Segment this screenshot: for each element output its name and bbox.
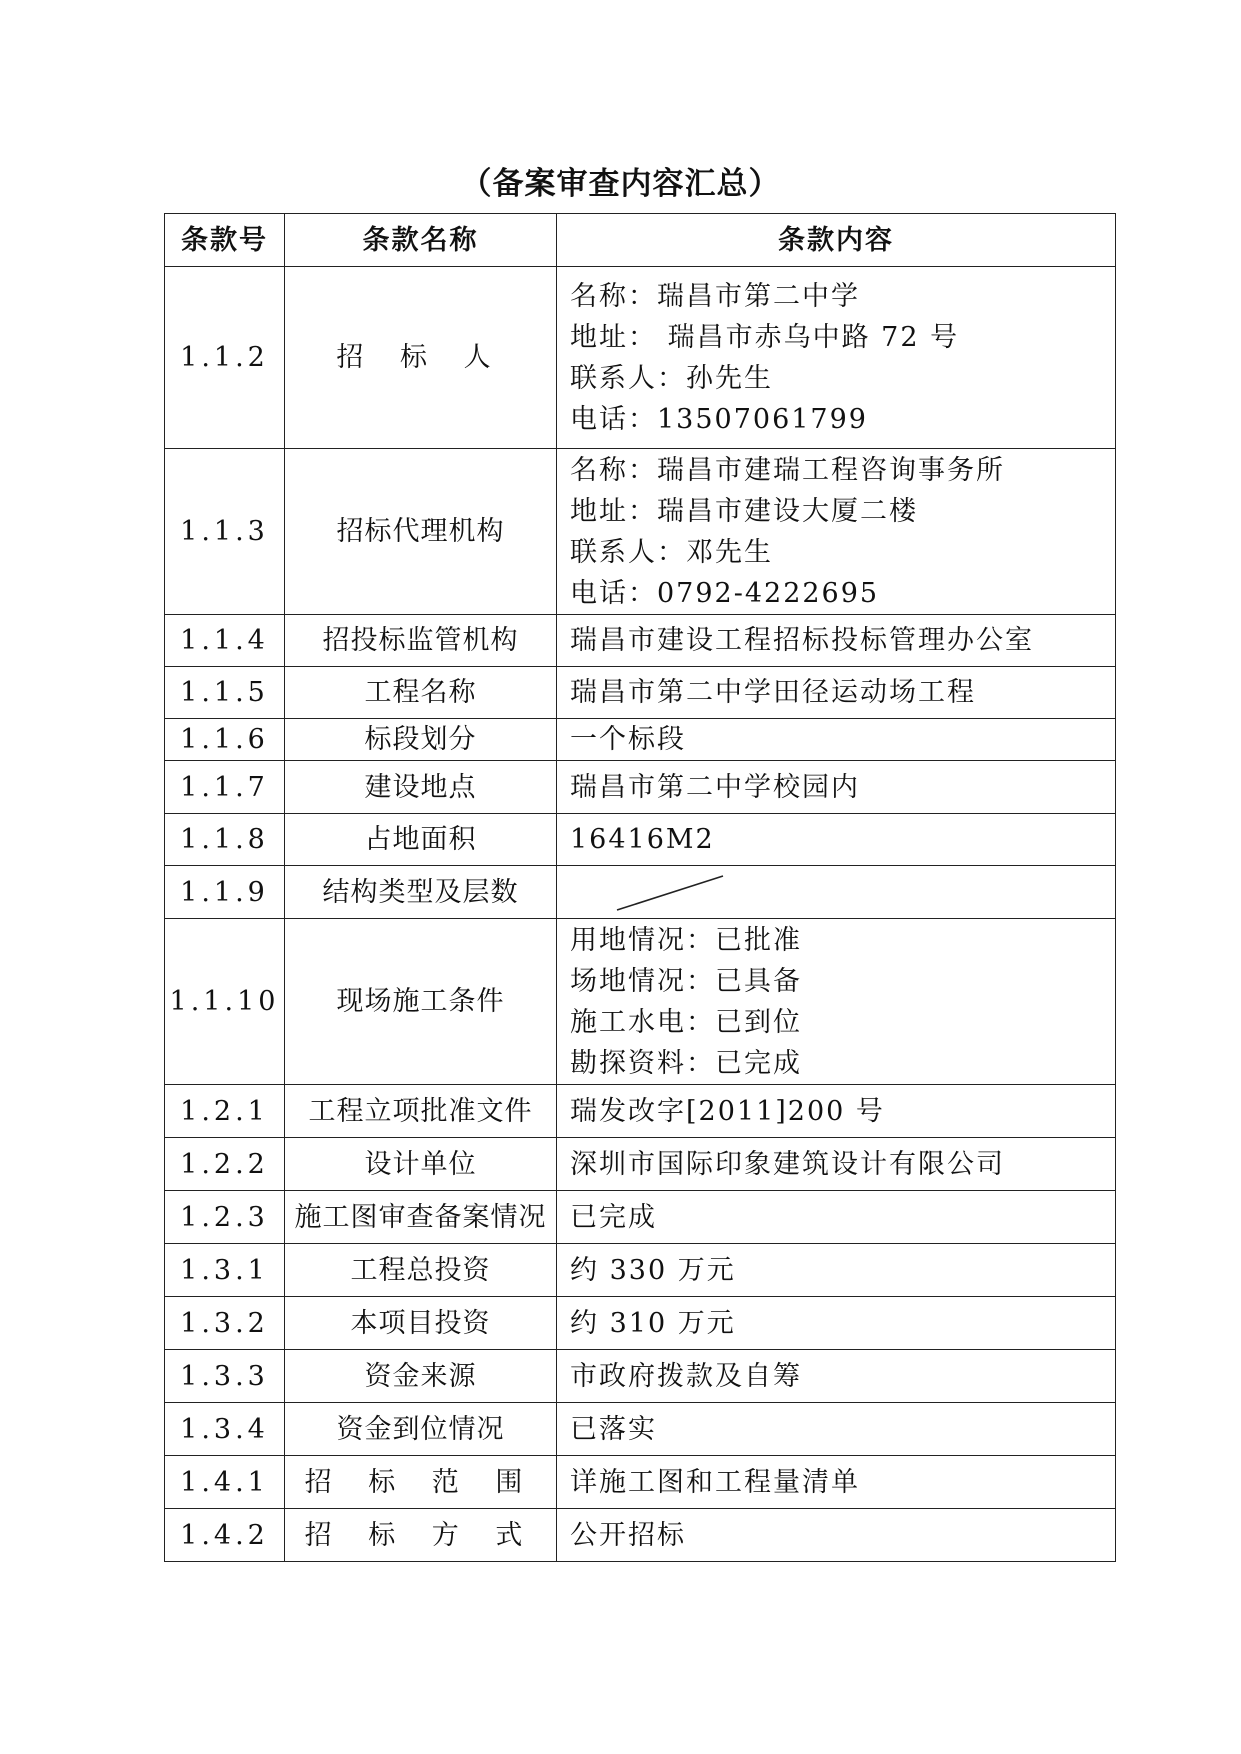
table-row [165, 449, 1116, 615]
clause-name: 工程总投资 [285, 1244, 557, 1297]
content-line: 瑞发改字[2011]200 号 [570, 1095, 885, 1127]
clause-name: 招投标监管机构 [285, 615, 557, 667]
content-line: 已完成 [570, 1201, 657, 1233]
content-line: 详施工图和工程量清单 [570, 1466, 860, 1498]
content-line: 深圳市国际印象建筑设计有限公司 [570, 1148, 1005, 1180]
content-line: 瑞昌市建设工程招标投标管理办公室 [570, 625, 1034, 656]
table-row [165, 814, 1116, 866]
table-row [165, 1244, 1116, 1297]
clause-number: 1.3.4 [165, 1403, 285, 1456]
clause-name: 招 标 范 围 [285, 1456, 557, 1509]
table-row [165, 761, 1116, 814]
content-line: 约 310 万元 [570, 1307, 736, 1339]
column-header-no: 条款号 [165, 214, 285, 267]
table-row [165, 267, 1116, 449]
summary-table [164, 213, 1116, 1562]
blank-slash-mark [615, 872, 725, 912]
content-line: 市政府拨款及自筹 [570, 1360, 802, 1392]
clause-name: 资金到位情况 [285, 1403, 557, 1456]
clause-name: 工程名称 [285, 667, 557, 719]
clause-content [557, 449, 1116, 615]
clause-name: 施工图审查备案情况 [285, 1191, 557, 1244]
table-row [165, 866, 1116, 919]
clause-number: 1.1.3 [165, 449, 285, 615]
clause-content [557, 1085, 1116, 1138]
content-line: 一个标段 [570, 724, 686, 755]
clause-name: 招标代理机构 [285, 449, 557, 615]
clause-name: 招 标 方 式 [285, 1509, 557, 1562]
clause-name: 结构类型及层数 [285, 866, 557, 919]
clause-name: 设计单位 [285, 1138, 557, 1191]
clause-content [557, 1509, 1116, 1562]
clause-content [557, 719, 1116, 761]
clause-name: 建设地点 [285, 761, 557, 814]
clause-content [557, 267, 1116, 449]
clause-content [557, 667, 1116, 719]
clause-content [557, 1456, 1116, 1509]
content-line: 用地情况：已批准 [570, 924, 802, 956]
column-header-content: 条款内容 [557, 214, 1116, 267]
table-row [165, 1138, 1116, 1191]
content-line: 瑞昌市第二中学校园内 [570, 771, 860, 803]
clause-content [557, 1244, 1116, 1297]
clause-content [557, 1297, 1116, 1350]
content-line: 电话：0792-4222695 [570, 577, 880, 609]
clause-content [557, 1191, 1116, 1244]
content-line: 瑞昌市第二中学田径运动场工程 [570, 677, 976, 708]
content-line: 16416M2 [570, 824, 715, 855]
clause-content [557, 1403, 1116, 1456]
clause-content [557, 615, 1116, 667]
table-header-row [165, 214, 1116, 267]
table-row [165, 615, 1116, 667]
clause-number: 1.1.8 [165, 814, 285, 866]
table-row [165, 1350, 1116, 1403]
clause-content [557, 1138, 1116, 1191]
clause-name: 现场施工条件 [285, 919, 557, 1085]
content-line: 已落实 [570, 1413, 657, 1445]
content-line: 勘探资料：已完成 [570, 1047, 802, 1079]
content-line: 约 330 万元 [570, 1254, 736, 1286]
clause-number: 1.1.2 [165, 267, 285, 449]
table-row [165, 919, 1116, 1085]
column-header-name: 条款名称 [285, 214, 557, 267]
clause-number: 1.1.6 [165, 719, 285, 761]
clause-content [557, 1350, 1116, 1403]
table-row [165, 1403, 1116, 1456]
clause-number: 1.2.3 [165, 1191, 285, 1244]
table-row [165, 1509, 1116, 1562]
table-row [165, 1085, 1116, 1138]
clause-number: 1.2.1 [165, 1085, 285, 1138]
content-line: 场地情况：已具备 [570, 965, 802, 997]
clause-number: 1.2.2 [165, 1138, 285, 1191]
clause-name: 资金来源 [285, 1350, 557, 1403]
clause-name: 标段划分 [285, 719, 557, 761]
clause-number: 1.3.2 [165, 1297, 285, 1350]
content-line: 名称：瑞昌市建瑞工程咨询事务所 [570, 454, 1005, 486]
content-line: 名称：瑞昌市第二中学 [570, 280, 860, 312]
clause-number: 1.1.5 [165, 667, 285, 719]
table-row [165, 667, 1116, 719]
clause-number: 1.1.9 [165, 866, 285, 919]
table-row [165, 1191, 1116, 1244]
content-line: 电话：13507061799 [570, 403, 868, 435]
table-row [165, 719, 1116, 761]
content-line: 联系人：邓先生 [570, 536, 773, 568]
clause-number: 1.3.3 [165, 1350, 285, 1403]
clause-number: 1.1.10 [165, 919, 285, 1085]
content-line: 地址： 瑞昌市赤乌中路 72 号 [570, 321, 960, 353]
clause-content-empty [557, 866, 1116, 919]
clause-number: 1.4.1 [165, 1456, 285, 1509]
clause-name: 工程立项批准文件 [285, 1085, 557, 1138]
clause-name: 本项目投资 [285, 1297, 557, 1350]
clause-content [557, 761, 1116, 814]
clause-number: 1.1.7 [165, 761, 285, 814]
content-line: 联系人：孙先生 [570, 362, 773, 394]
content-line: 地址：瑞昌市建设大厦二楼 [570, 495, 918, 527]
clause-content [557, 814, 1116, 866]
clause-name: 招 标 人 [285, 267, 557, 449]
document-title: （备案审查内容汇总） [460, 166, 781, 202]
table-row [165, 1297, 1116, 1350]
clause-number: 1.3.1 [165, 1244, 285, 1297]
table-row [165, 1456, 1116, 1509]
content-line: 施工水电：已到位 [570, 1006, 802, 1038]
content-line: 公开招标 [570, 1519, 686, 1551]
clause-content [557, 919, 1116, 1085]
clause-name: 占地面积 [285, 814, 557, 866]
clause-number: 1.1.4 [165, 615, 285, 667]
clause-number: 1.4.2 [165, 1509, 285, 1562]
